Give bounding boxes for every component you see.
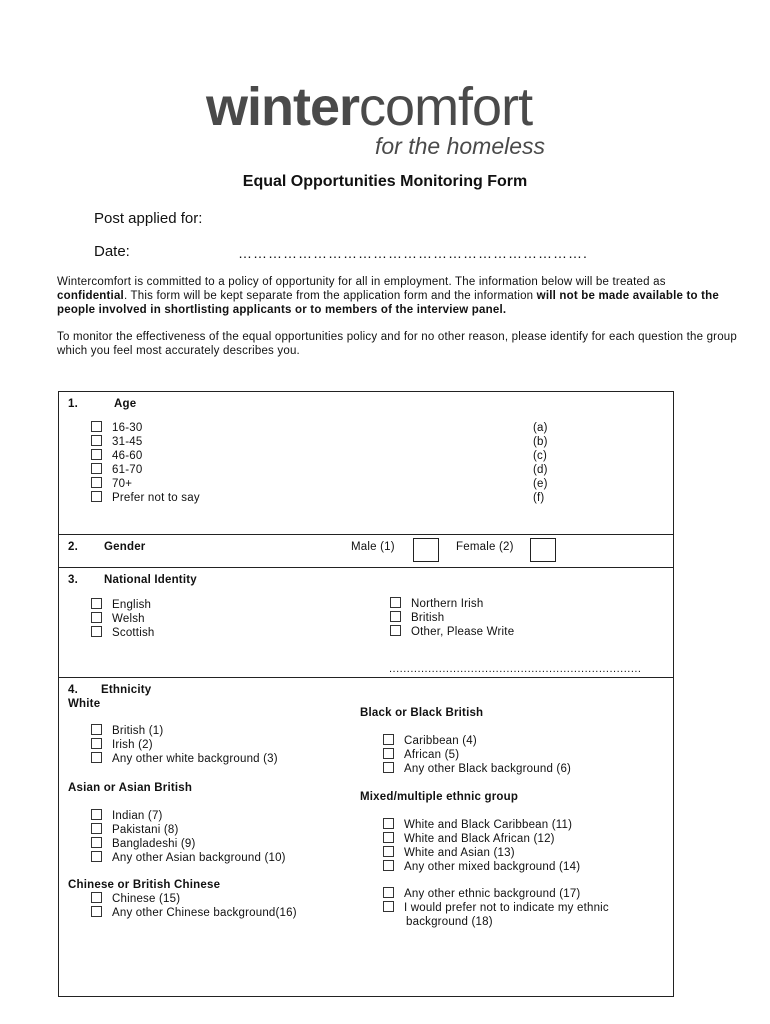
checkbox[interactable]: [390, 597, 401, 608]
checkbox[interactable]: [91, 906, 102, 917]
checkbox[interactable]: [383, 832, 394, 843]
checkbox[interactable]: [91, 837, 102, 848]
ethnicity-option[interactable]: Any other white background (3): [91, 752, 278, 766]
checkbox[interactable]: [91, 738, 102, 749]
age-option[interactable]: 31-45: [91, 435, 200, 449]
female-label: Female (2): [456, 541, 514, 553]
ethnicity-number: 4.: [68, 684, 78, 696]
age-code: (f): [533, 492, 545, 504]
black-heading: Black or Black British: [360, 707, 484, 719]
intro-paragraph-2: To monitor the effectiveness of the equal opportunities policy and for no other reason, please identify for each question the group which you feel most accurately describes you.: [57, 331, 737, 357]
logo-brand-bold: winter: [206, 77, 360, 137]
ethnicity-option[interactable]: White and Black African (12): [383, 832, 580, 846]
checkbox[interactable]: [91, 626, 102, 637]
checkbox[interactable]: [91, 463, 102, 474]
divider: [58, 567, 674, 568]
asian-options: [91, 809, 286, 865]
national-heading: National Identity: [104, 574, 197, 586]
checkbox[interactable]: [383, 748, 394, 759]
date-label: Date:: [94, 243, 130, 260]
age-code: (b): [533, 436, 548, 448]
checkbox[interactable]: [383, 734, 394, 745]
ethnicity-heading: Ethnicity: [101, 684, 152, 696]
age-option[interactable]: 61-70: [91, 463, 200, 477]
other-options: [383, 887, 609, 929]
asian-heading: Asian or Asian British: [68, 782, 193, 794]
chinese-heading: Chinese or British Chinese: [68, 879, 221, 891]
national-right-options: [390, 597, 514, 639]
national-option[interactable]: Welsh: [91, 612, 155, 626]
national-left-options: [91, 598, 155, 640]
checkbox[interactable]: [91, 449, 102, 460]
checkbox[interactable]: [91, 809, 102, 820]
other-write-line[interactable]: .......................................................................: [389, 663, 642, 675]
black-options: [383, 734, 571, 776]
age-options: [91, 421, 200, 505]
mixed-options: [383, 818, 580, 874]
ethnicity-option[interactable]: I would prefer not to indicate my ethnic: [383, 901, 609, 915]
date-field[interactable]: …………………………………………………………….: [238, 245, 588, 261]
national-option[interactable]: Northern Irish: [390, 597, 514, 611]
age-option[interactable]: 46-60: [91, 449, 200, 463]
ethnicity-option[interactable]: Pakistani (8): [91, 823, 286, 837]
divider: [58, 534, 674, 535]
checkbox[interactable]: [91, 752, 102, 763]
white-options: [91, 724, 278, 766]
ethnicity-option[interactable]: Bangladeshi (9): [91, 837, 286, 851]
ethnicity-option-continued: background (18): [406, 916, 493, 928]
female-checkbox[interactable]: [530, 538, 556, 562]
national-option[interactable]: English: [91, 598, 155, 612]
checkbox[interactable]: [383, 818, 394, 829]
post-applied-label: Post applied for:: [94, 210, 203, 227]
checkbox[interactable]: [383, 887, 394, 898]
checkbox[interactable]: [390, 625, 401, 636]
ethnicity-option[interactable]: Any other Black background (6): [383, 762, 571, 776]
checkbox[interactable]: [91, 598, 102, 609]
checkbox[interactable]: [91, 823, 102, 834]
age-heading: Age: [114, 398, 137, 410]
ethnicity-option[interactable]: Chinese (15): [91, 892, 297, 906]
ethnicity-option[interactable]: Any other ethnic background (17): [383, 887, 609, 901]
national-number: 3.: [68, 574, 78, 586]
checkbox[interactable]: [91, 851, 102, 862]
age-code: (e): [533, 478, 548, 490]
gender-heading: Gender: [104, 541, 146, 553]
chinese-options: [91, 892, 297, 920]
checkbox[interactable]: [91, 491, 102, 502]
age-option[interactable]: Prefer not to say: [91, 491, 200, 505]
ethnicity-option[interactable]: British (1): [91, 724, 278, 738]
checkbox[interactable]: [383, 846, 394, 857]
checkbox[interactable]: [91, 477, 102, 488]
national-option[interactable]: British: [390, 611, 514, 625]
gender-number: 2.: [68, 541, 78, 553]
checkbox[interactable]: [91, 435, 102, 446]
mixed-heading: Mixed/multiple ethnic group: [360, 791, 519, 803]
ethnicity-option[interactable]: Irish (2): [91, 738, 278, 752]
checkbox[interactable]: [390, 611, 401, 622]
ethnicity-option[interactable]: Any other Asian background (10): [91, 851, 286, 865]
intro-paragraph: Wintercomfort is committed to a policy of opportunity for all in employment. The information below will be treated as confidential. This form will be kept separate from the application form and the information will not be made available to the people involved in shortlisting applicants or to members of the interview panel.: [57, 276, 720, 316]
wintercomfort-logo: [206, 77, 533, 137]
ethnicity-option[interactable]: White and Black Caribbean (11): [383, 818, 580, 832]
checkbox[interactable]: [383, 901, 394, 912]
national-option[interactable]: Other, Please Write: [390, 625, 514, 639]
checkbox[interactable]: [91, 724, 102, 735]
checkbox[interactable]: [383, 860, 394, 871]
age-code: (a): [533, 422, 548, 434]
white-heading: White: [68, 698, 101, 710]
ethnicity-option[interactable]: Any other Chinese background(16): [91, 906, 297, 920]
age-code: (c): [533, 450, 548, 462]
age-codes: [533, 421, 548, 505]
ethnicity-option[interactable]: Indian (7): [91, 809, 286, 823]
ethnicity-option[interactable]: Caribbean (4): [383, 734, 571, 748]
age-option[interactable]: 70+: [91, 477, 200, 491]
divider: [58, 677, 674, 678]
male-checkbox[interactable]: [413, 538, 439, 562]
male-label: Male (1): [351, 541, 395, 553]
logo-brand-light: comfort: [359, 77, 533, 137]
ethnicity-option[interactable]: Any other mixed background (14): [383, 860, 580, 874]
age-option[interactable]: 16-30: [91, 421, 200, 435]
age-number: 1.: [68, 398, 78, 410]
form-title: Equal Opportunities Monitoring Form: [242, 173, 528, 190]
checkbox[interactable]: [91, 421, 102, 432]
logo-tagline: for the homeless: [375, 133, 546, 159]
ethnicity-option[interactable]: White and Asian (13): [383, 846, 580, 860]
checkbox[interactable]: [91, 612, 102, 623]
checkbox[interactable]: [383, 762, 394, 773]
age-code: (d): [533, 464, 548, 476]
national-option[interactable]: Scottish: [91, 626, 155, 640]
ethnicity-option[interactable]: African (5): [383, 748, 571, 762]
checkbox[interactable]: [91, 892, 102, 903]
